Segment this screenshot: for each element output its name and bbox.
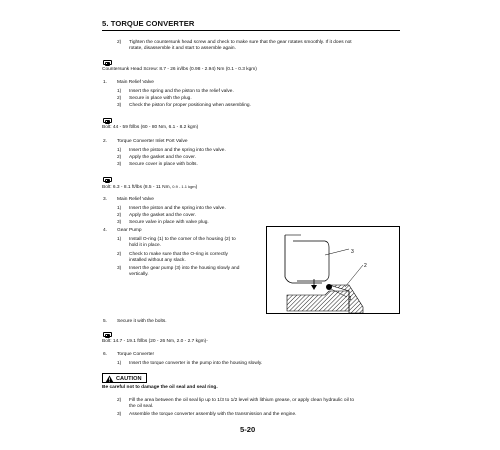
page-number: 5-20 — [240, 425, 256, 434]
step-text: Insert the piston and the spring into the valve. — [129, 206, 226, 211]
step-text: Tighten the countersunk head screw and check to make sure that the gear rotates smoothly. If it does not — [129, 40, 352, 45]
callout-1: 1 — [349, 296, 352, 302]
step-number: 3) — [117, 103, 122, 108]
step-number: 2) — [117, 252, 122, 257]
torque-wrench-icon — [103, 177, 112, 182]
step-text: Secure valve in place with valve plug. — [129, 220, 209, 225]
torque-spec — [102, 184, 197, 191]
section-title: Gear Pump — [117, 228, 142, 233]
step-number: 2) — [117, 155, 122, 160]
torque-spec: Countersunk Head Screw: 8.7 - 26 in/lbs (0.98 - 2.94) Nm (0.1 - 0.3 kgm) — [102, 67, 257, 72]
step-text: Apply the gasket and the cover. — [129, 213, 196, 218]
step-number: 2) — [117, 40, 122, 45]
step-text: Insert the piston and the spring into the valve. — [129, 148, 226, 153]
section-number: 4. — [103, 228, 108, 233]
warning-triangle-icon — [105, 375, 114, 383]
callout-3: 3 — [351, 249, 354, 255]
torque-wrench-icon — [103, 118, 112, 123]
callout-2: 2 — [364, 263, 367, 269]
section-title: Main Relief Valve — [117, 80, 154, 85]
step-text: Insert the gear pump (3) into the housing slowly and — [129, 266, 240, 271]
step-number: 3) — [117, 412, 122, 417]
step-number: 1) — [117, 148, 122, 153]
step-text: rotate, disassemble it and start to assemble again. — [129, 46, 236, 51]
section-number: 3. — [103, 197, 108, 202]
step-text: Insert the torque converter in the pump into the housing slowly. — [129, 361, 263, 366]
step-number: 1) — [117, 237, 122, 242]
caution-warning: Be careful not to damage the oil seal and seal ring. — [102, 385, 218, 390]
gear-pump-diagram — [267, 227, 401, 315]
section-number: 1. — [103, 80, 108, 85]
step-number: 1) — [117, 89, 122, 94]
step-number: 3) — [117, 266, 122, 271]
torque-wrench-icon — [103, 60, 112, 65]
torque-wrench-icon — [103, 332, 112, 337]
step-text: Install O-ring (1) to the corner of the housing (2) to — [129, 237, 236, 242]
section-title: Main Relief Valve — [117, 197, 154, 202]
torque-spec-main: Bolt: 6.3 - 8.1 ft/lbs (8.5 - 11 Nm, — [102, 185, 173, 190]
section-title: Secure it with the bolts. — [117, 319, 167, 324]
caution-label: CAUTION — [116, 375, 142, 382]
gear-pump-figure — [266, 226, 400, 314]
step-text: hold it in place. — [129, 243, 161, 248]
step-number: 2) — [117, 398, 122, 403]
step-number: 2) — [117, 96, 122, 101]
step-number: 3) — [117, 162, 122, 167]
section-title: Torque Converter — [117, 352, 155, 357]
step-number: 2) — [117, 213, 122, 218]
step-text: Fill the area between the oil seal lip up to 1/3 to 1/2 level with lithium grease, or apply clean hydraulic oil to — [129, 398, 355, 403]
section-number: 2. — [103, 139, 108, 144]
torque-spec: Bolt: 14.7 - 19.1 ft/lbs (20 - 26 Nm, 2.0 - 2.7 kgm)- — [102, 339, 208, 344]
step-text: Check to make sure that the O-ring is correctly — [129, 252, 228, 257]
step-text: Secure in place with the plug. — [129, 96, 192, 101]
torque-spec-close: ) — [195, 185, 198, 190]
section-number: 5. — [103, 319, 108, 324]
page-header — [102, 20, 400, 31]
step-text: Assemble the torque converter assembly with the transmission and the engine. — [129, 412, 297, 417]
torque-spec: Bolt: 44 - 59 ft/lbs (60 - 80 Nm, 6.1 - 8.2 kgm) — [102, 125, 199, 130]
step-number: 1) — [117, 206, 122, 211]
step-text: Check the piston for proper positioning when assembling. — [129, 103, 251, 108]
step-text: vertically. — [129, 272, 149, 277]
section-title: Torque Converter Inlet Port Valve — [117, 139, 188, 144]
step-text: Insert the spring and the piston to the relief valve. — [129, 89, 234, 94]
step-text: installed without any slack. — [129, 258, 186, 263]
step-text: the oil seal. — [129, 404, 154, 409]
step-text: Apply the gasket and the cover. — [129, 155, 196, 160]
step-number: 1) — [117, 361, 122, 366]
caution-badge — [102, 373, 147, 383]
page-title: 5. TORQUE CONVERTER — [102, 19, 195, 28]
step-text: Secure cover in place with bolts. — [129, 162, 198, 167]
step-number: 3) — [117, 220, 122, 225]
torque-spec-kgm: 0.9 - 1.1 kgm — [172, 184, 196, 189]
section-number: 6. — [103, 352, 108, 357]
